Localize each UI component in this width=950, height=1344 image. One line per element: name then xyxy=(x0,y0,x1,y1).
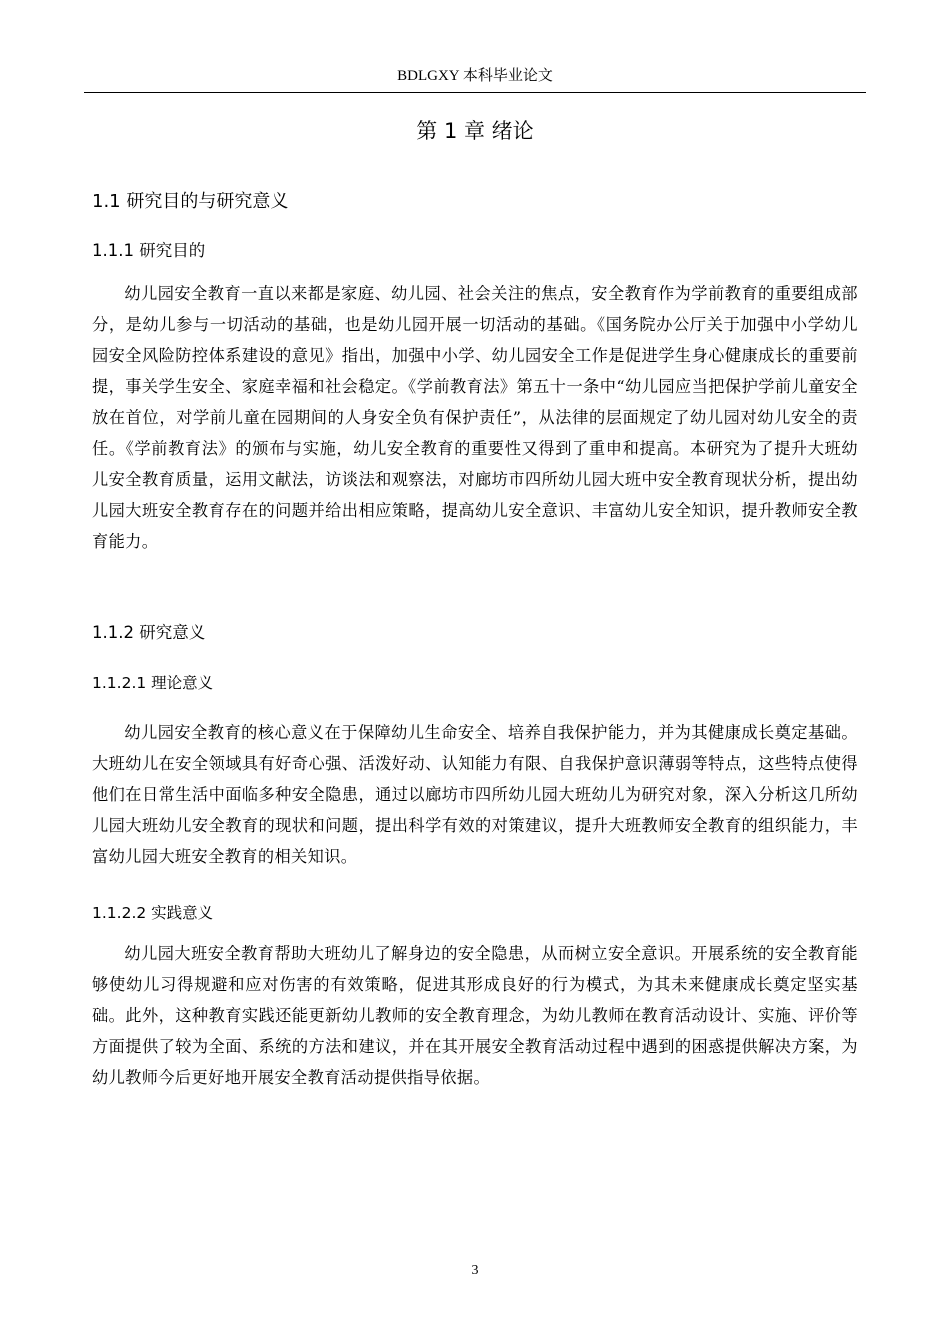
subsection-heading-1-1-2: 1.1.2 研究意义 xyxy=(92,623,206,642)
practical-significance-paragraph: 幼儿园大班安全教育帮助大班幼儿了解身边的安全隐患，从而树立安全意识。开展系统的安全教育能够使幼儿习得规避和应对伤害的有效策略，促进其形成良好的行为模式，为其未来健康成长奠定坚实基础。此外，这种教育实践还能更新幼儿教师的安全教育理念，为幼儿教师在教育活动设计、实施、评价等方面提供了较为全面、系统的方法和建议，并在其开展安全教育活动过程中遇到的困惑提供解决方案，为幼儿教师今后更好地开展安全教育活动提供指导依据。 xyxy=(92,944,858,1087)
chapter-title: 第 1 章 绪论 xyxy=(416,119,534,143)
page-number: 3 xyxy=(471,1263,479,1278)
section-heading-1-1: 1.1 研究目的与研究意义 xyxy=(92,191,289,212)
header-divider xyxy=(84,92,866,93)
subsection-heading-1-1-1: 1.1.1 研究目的 xyxy=(92,241,206,260)
subsection-heading-1-1-2-1: 1.1.2.1 理论意义 xyxy=(92,674,214,692)
running-header: BDLGXY 本科毕业论文 xyxy=(397,68,553,84)
theoretical-significance-paragraph: 幼儿园安全教育的核心意义在于保障幼儿生命安全、培养自我保护能力，并为其健康成长奠定基础。大班幼儿在安全领域具有好奇心强、活泼好动、认知能力有限、自我保护意识薄弱等特点，这些特点使得他们在日常生活中面临多种安全隐患，通过以廊坊市四所幼儿园大班幼儿为研究对象，深入分析这几所幼儿园大班幼儿安全教育的现状和问题，提出科学有效的对策建议，提升大班教师安全教育的组织能力，丰富幼儿园大班安全教育的相关知识。 xyxy=(92,723,858,866)
subsection-heading-1-1-2-2: 1.1.2.2 实践意义 xyxy=(92,904,214,922)
research-purpose-paragraph: 幼儿园安全教育一直以来都是家庭、幼儿园、社会关注的焦点，安全教育作为学前教育的重要组成部分，是幼儿参与一切活动的基础，也是幼儿园开展一切活动的基础。《国务院办公厅关于加强中小学幼儿园安全风险防控体系建设的意见》指出，加强中小学、幼儿园安全工作是促进学生身心健康成长的重要前提，事关学生安全、家庭幸福和社会稳定。《学前教育法》第五十一条中“幼儿园应当把保护学前儿童安全放在首位，对学前儿童在园期间的人身安全负有保护责任”，从法律的层面规定了幼儿园对幼儿安全的责任。《学前教育法》的颁布与实施，幼儿安全教育的重要性又得到了重申和提高。本研究为了提升大班幼儿安全教育质量，运用文献法，访谈法和观察法，对廊坊市四所幼儿园大班中安全教育现状分析，提出幼儿园大班安全教育存在的问题并给出相应策略，提高幼儿安全意识、丰富幼儿安全知识，提升教师安全教育能力。 xyxy=(92,284,858,551)
